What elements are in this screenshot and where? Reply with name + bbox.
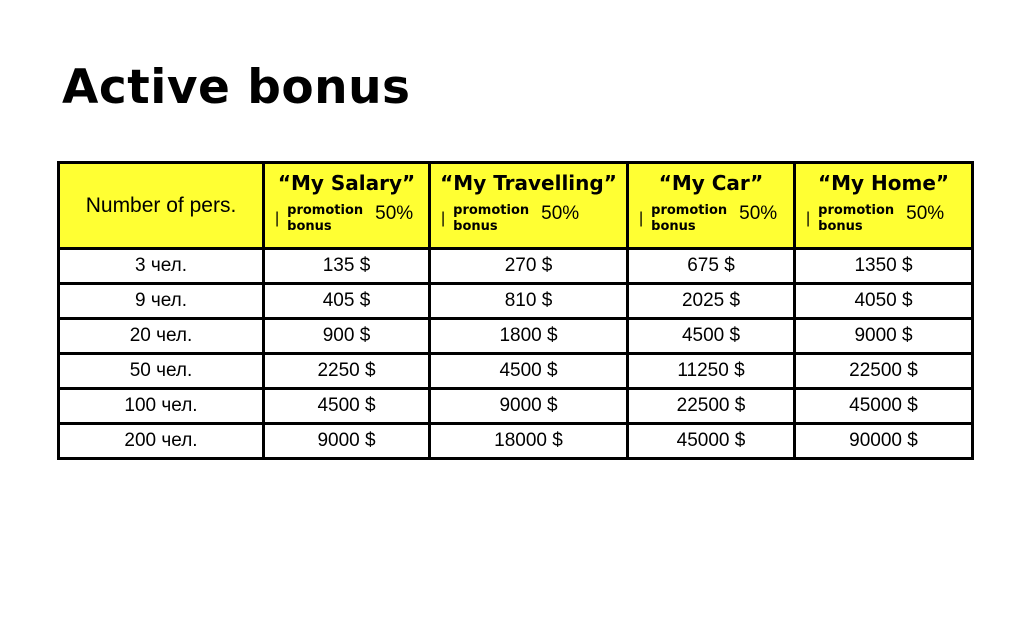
- cell-salary: 2250 $: [264, 354, 430, 389]
- header-plan-car: [628, 163, 795, 249]
- cell-home: 22500 $: [795, 354, 973, 389]
- promo-text: [287, 203, 363, 235]
- promo-bar: |: [806, 209, 811, 227]
- bonus-word: bonus: [453, 218, 498, 234]
- promo-percent: 50%: [906, 202, 945, 224]
- header-plan-home: [795, 163, 973, 249]
- promo-line: [265, 203, 428, 235]
- header-plan-salary: [264, 163, 430, 249]
- cell-home: 90000 $: [795, 424, 973, 459]
- cell-home: 1350 $: [795, 249, 973, 284]
- cell-car: 11250 $: [628, 354, 795, 389]
- cell-salary: 900 $: [264, 319, 430, 354]
- promo-bar: |: [441, 209, 446, 227]
- bonus-word: bonus: [287, 218, 332, 234]
- table-row: [59, 389, 973, 424]
- cell-persons: 20 чел.: [59, 319, 264, 354]
- table-row: [59, 249, 973, 284]
- promo-line: [431, 203, 626, 235]
- cell-travelling: 810 $: [430, 284, 628, 319]
- bonus-table: [57, 161, 974, 460]
- cell-home: 4050 $: [795, 284, 973, 319]
- header-persons: [59, 163, 264, 249]
- cell-home: 45000 $: [795, 389, 973, 424]
- promo-text: [453, 203, 529, 235]
- cell-persons: 9 чел.: [59, 284, 264, 319]
- plan-name: “My Home”: [817, 170, 950, 195]
- promo-word: promotion: [651, 202, 728, 218]
- promo-line: [629, 203, 793, 235]
- page-title: Active bonus: [62, 60, 411, 115]
- promo-line: [796, 203, 971, 235]
- cell-salary: 4500 $: [264, 389, 430, 424]
- bonus-word: bonus: [651, 218, 696, 234]
- promo-word: promotion: [287, 202, 364, 218]
- bonus-word: bonus: [818, 218, 863, 234]
- promo-text: [651, 203, 727, 235]
- table-row: [59, 319, 973, 354]
- promo-percent: 50%: [739, 202, 778, 224]
- promo-text: [818, 203, 894, 235]
- cell-salary: 135 $: [264, 249, 430, 284]
- cell-persons: 100 чел.: [59, 389, 264, 424]
- cell-salary: 9000 $: [264, 424, 430, 459]
- promo-percent: 50%: [375, 202, 414, 224]
- table-row: [59, 354, 973, 389]
- cell-car: 2025 $: [628, 284, 795, 319]
- promo-word: promotion: [453, 202, 530, 218]
- promo-percent: 50%: [541, 202, 580, 224]
- cell-travelling: 18000 $: [430, 424, 628, 459]
- plan-name: “My Car”: [658, 170, 764, 195]
- cell-salary: 405 $: [264, 284, 430, 319]
- cell-car: 675 $: [628, 249, 795, 284]
- plan-name: “My Salary”: [277, 170, 416, 195]
- promo-bar: |: [639, 209, 644, 227]
- table-row: [59, 284, 973, 319]
- cell-persons: 200 чел.: [59, 424, 264, 459]
- cell-persons: 50 чел.: [59, 354, 264, 389]
- table-row: [59, 424, 973, 459]
- cell-travelling: 9000 $: [430, 389, 628, 424]
- cell-car: 4500 $: [628, 319, 795, 354]
- plan-name: “My Travelling”: [440, 170, 617, 195]
- cell-home: 9000 $: [795, 319, 973, 354]
- table-header-row: [59, 163, 973, 249]
- cell-travelling: 1800 $: [430, 319, 628, 354]
- cell-travelling: 4500 $: [430, 354, 628, 389]
- cell-car: 22500 $: [628, 389, 795, 424]
- cell-car: 45000 $: [628, 424, 795, 459]
- promo-bar: |: [275, 209, 280, 227]
- cell-persons: 3 чел.: [59, 249, 264, 284]
- promo-word: promotion: [818, 202, 895, 218]
- header-plan-travelling: [430, 163, 628, 249]
- header-persons-label: Number of pers.: [85, 193, 237, 217]
- cell-travelling: 270 $: [430, 249, 628, 284]
